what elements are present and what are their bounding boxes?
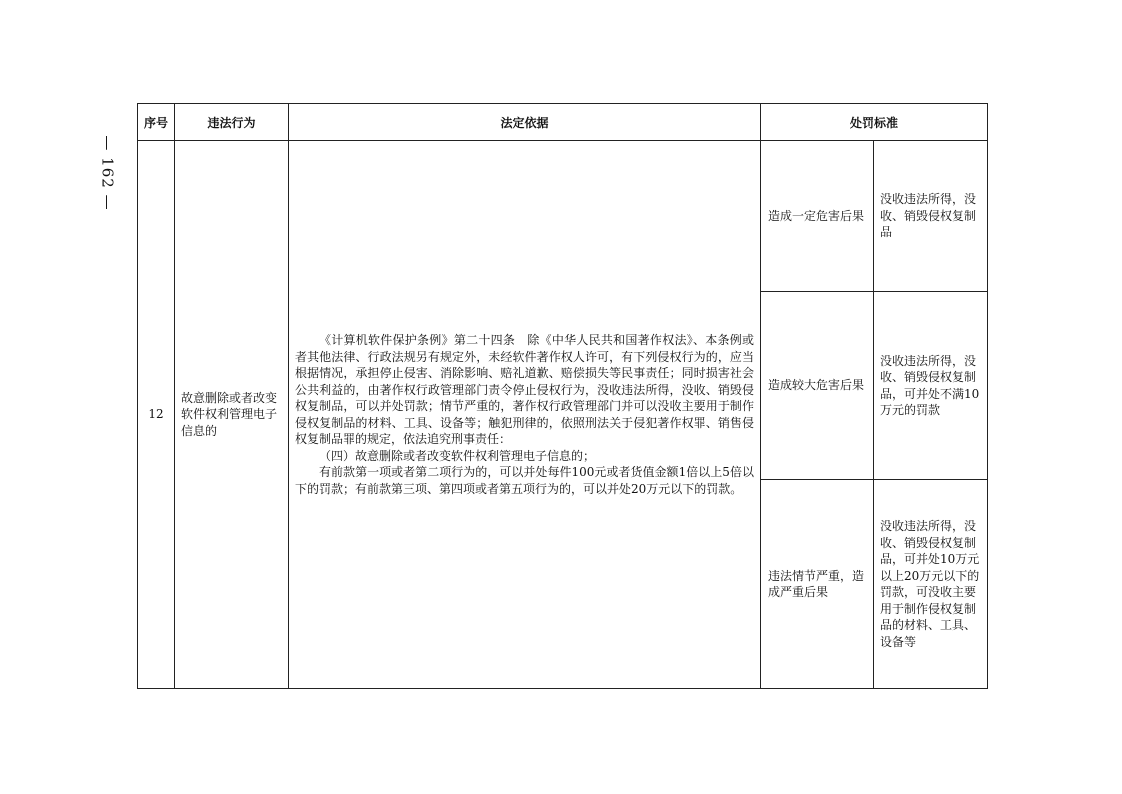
basis-cell [289, 141, 761, 689]
condition-cell: 违法情节严重，造成严重后果 [761, 480, 874, 689]
penalty-cell: 没收违法所得，没收、销毁侵权复制品 [874, 141, 988, 292]
condition-cell: 造成较大危害后果 [761, 292, 874, 480]
basis-paragraph: 有前款第一项或者第二项行为的，可以并处每件100元或者货值金额1倍以上5倍以下的罚款；有前款第三项、第四项或者第五项行为的，可以并处20万元以下的罚款。 [295, 465, 754, 496]
page-number-text: — 162 — [99, 135, 118, 211]
condition-cell: 造成一定危害后果 [761, 141, 874, 292]
header-violation: 违法行为 [175, 104, 289, 141]
seq-cell: 12 [138, 141, 175, 689]
table-row [138, 141, 988, 292]
header-seq: 序号 [138, 104, 175, 141]
basis-paragraph: （四）故意删除或者改变软件权利管理电子信息的； [319, 448, 596, 463]
violation-cell: 故意删除或者改变软件权利管理电子信息的 [175, 141, 289, 689]
penalty-table [137, 103, 988, 689]
penalty-cell: 没收违法所得，没收、销毁侵权复制品，可并处不满10万元的罚款 [874, 292, 988, 480]
basis-paragraph: 《计算机软件保护条例》第二十四条 除《中华人民共和国著作权法》、本条例或者其他法律、行政法规另有规定外，未经软件著作权人许可，有下列侵权行为的，应当根据情况，承担停止侵害、消除影响、赔礼道歉、赔偿损失等民事责任；同时损害社会公共利益的，由著作权行政管理部门责令停止侵权行为，没收违法所得，没收、销毁侵权复制品，可以并处罚款；情节严重的，著作权行政管理部门并可以没收主要用于制作侵权复制品的材料、工具、设备等；触犯刑律的，依照刑法关于侵犯著作权罪、销售侵权复制品罪的规定，依法追究刑事责任： [295, 333, 754, 446]
header-penalty: 处罚标准 [761, 104, 988, 141]
penalty-cell: 没收违法所得，没收、销毁侵权复制品，可并处10万元以上20万元以下的罚款，可没收主要用于制作侵权复制品的材料、工具、设备等 [874, 480, 988, 689]
header-basis: 法定依据 [289, 104, 761, 141]
page-number [88, 118, 128, 228]
header-row [138, 104, 988, 141]
